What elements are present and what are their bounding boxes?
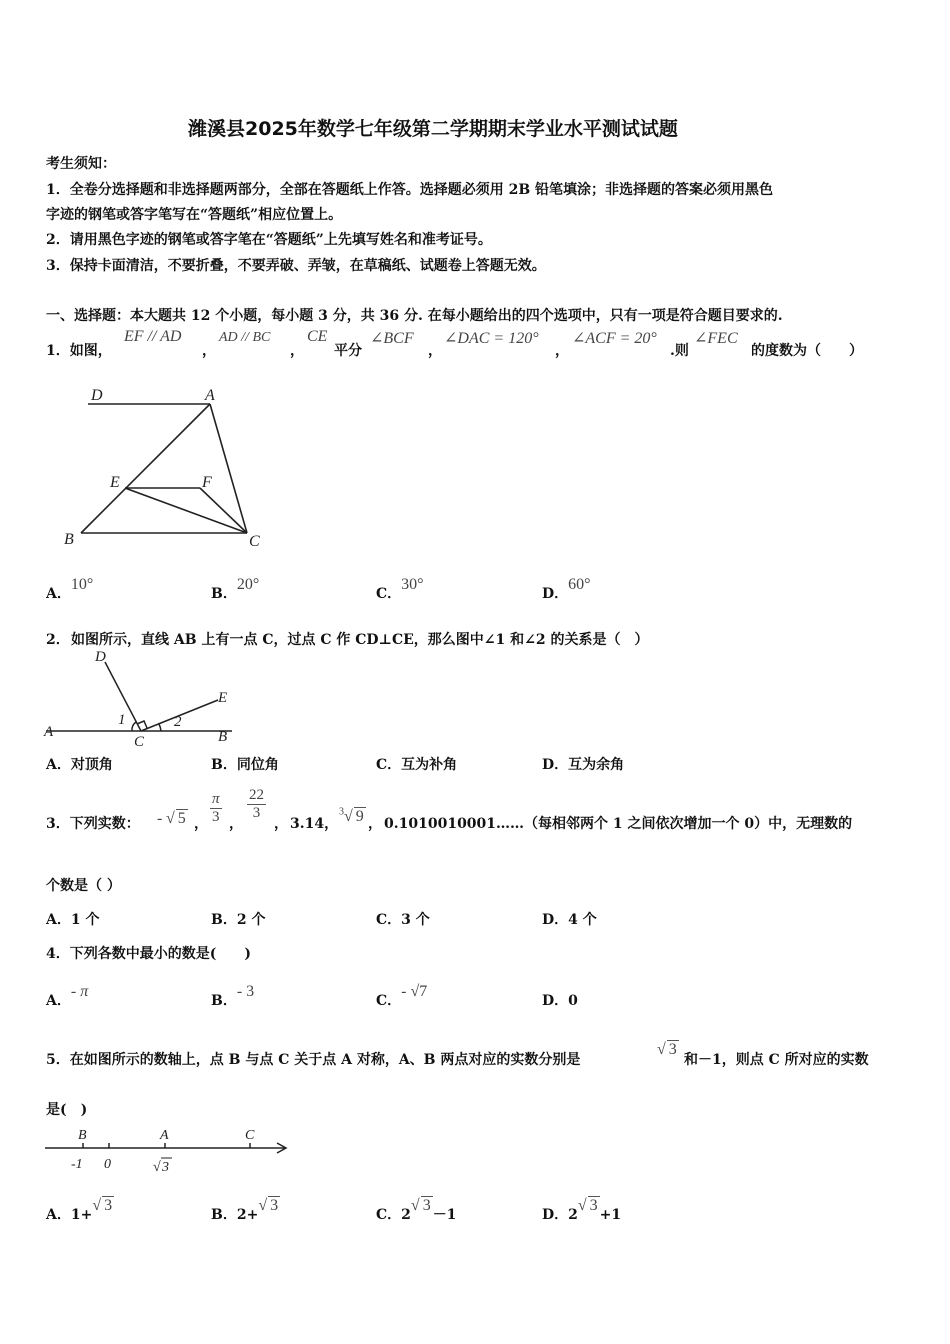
q4-option-a[interactable]: A．- π bbox=[46, 983, 89, 1009]
q1-math-fec: ∠FEC bbox=[694, 330, 738, 347]
q5-option-b[interactable]: B．2+√ 3 bbox=[211, 1197, 279, 1223]
q1-label-e: E bbox=[110, 474, 120, 491]
q1-math-bcf: ∠BCF bbox=[370, 330, 414, 347]
q1-comma: ， bbox=[428, 343, 442, 359]
q5-tick-label-0: 0 bbox=[104, 1157, 111, 1172]
section-heading: 一、选择题：本大题共 12 个小题，每小题 3 分，共 36 分. 在每小题给出的四个选项中，只有一项是符合题目要求的. bbox=[46, 308, 783, 324]
q2-angle-2: 2 bbox=[174, 714, 182, 730]
q5-option-c[interactable]: C．2√ 3－1 bbox=[376, 1197, 457, 1223]
q5-option-d[interactable]: D．2√ 3+1 bbox=[542, 1197, 622, 1223]
q5-prefix: 5．在如图所示的数轴上，点 B 与点 C 关于点 A 对称，A、B 两点对应的实数分别是 bbox=[46, 1052, 581, 1068]
q1-math-acf: ∠ACF = 20° bbox=[572, 330, 657, 347]
q4-option-c[interactable]: C．- √7 bbox=[376, 983, 428, 1009]
q1-math-ce: CE bbox=[307, 328, 328, 345]
q3-comma: ， bbox=[274, 816, 288, 832]
q5-tick-label-neg1: -1 bbox=[71, 1157, 83, 1172]
q2-label-d: D bbox=[95, 649, 106, 665]
q1-line-ac bbox=[210, 404, 247, 533]
q3-prefix: 3．下列实数： bbox=[46, 816, 140, 832]
q1-option-b[interactable]: B．20° bbox=[211, 576, 260, 602]
notice-heading: 考生须知： bbox=[46, 156, 116, 172]
q2-label-a: A bbox=[44, 724, 54, 740]
q1-suffix: 的度数为（ ） bbox=[751, 343, 863, 359]
q2-option-d[interactable]: D．互为余角 bbox=[542, 757, 625, 773]
q2-figure bbox=[40, 645, 240, 750]
q4-option-d[interactable]: D．0 bbox=[542, 993, 578, 1009]
q2-angle-1: 1 bbox=[118, 712, 126, 728]
notice-item-1: 1．全卷分选择题和非选择题两部分，全部在答题纸上作答。选择题必须用 2B 铅笔填涂；非选择题的答案必须用黑色 bbox=[46, 182, 774, 198]
q1-label-c: C bbox=[249, 533, 260, 550]
q1-label-f: F bbox=[202, 474, 212, 491]
q1-then: .则 bbox=[670, 343, 689, 359]
q2-text: 如图所示，直线 AB 上有一点 C，过点 C 作 CD⊥CE，那么图中∠1 和∠2 的关系是（ ） bbox=[71, 632, 649, 648]
q1-option-a[interactable]: A．10° bbox=[46, 576, 94, 602]
q5-tick-label-sqrt3-radical: √ bbox=[153, 1160, 161, 1175]
q1-label-a: A bbox=[205, 387, 215, 404]
q3-rest: 0.1010010001……（每相邻两个 1 之间依次增加一个 0）中，无理数的 bbox=[384, 816, 853, 832]
page-title: 潍溪县2025年数学七年级第二学期期末学业水平测试试题 bbox=[188, 118, 678, 140]
q3-option-a[interactable]: A．1 个 bbox=[46, 912, 100, 928]
q5-tick-label-sqrt3: 3 bbox=[162, 1160, 169, 1175]
q3-comma: ， bbox=[194, 816, 208, 832]
q4-text: 4．下列各数中最小的数是( ) bbox=[46, 946, 251, 962]
q4-option-b[interactable]: B．- 3 bbox=[211, 983, 255, 1009]
q3-frac-22-3: $\frac{22}{3}$ bbox=[249, 787, 264, 821]
q5-suffix: 和－1，则点 C 所对应的实数 bbox=[684, 1052, 869, 1068]
q1-math-ef-ad: EF // AD bbox=[124, 328, 182, 345]
q3-frac-pi-3: $\frac{\pi}{3}$ bbox=[212, 791, 220, 825]
q1-math-dac: ∠DAC = 120° bbox=[444, 330, 539, 347]
q1-comma: ， bbox=[202, 343, 216, 359]
q3-cbrt9: $^3$√ 9 bbox=[339, 806, 364, 825]
q2-arc-1 bbox=[132, 722, 136, 731]
notice-item-2: 2．请用黑色字迹的钢笔或答字笔在“答题纸”上先填写姓名和准考证号。 bbox=[46, 232, 492, 248]
q5-label-a: A bbox=[160, 1128, 169, 1143]
q2-label-e: E bbox=[218, 690, 228, 706]
q1-label-b: B bbox=[64, 531, 74, 548]
q5-number-line bbox=[40, 1122, 295, 1182]
q1-line-ec bbox=[125, 488, 247, 533]
q2-number: 2． bbox=[46, 632, 70, 648]
q5-sqrt3: √ 3 bbox=[657, 1041, 677, 1058]
q5-label-c: C bbox=[245, 1128, 255, 1143]
q2-arc-2 bbox=[159, 724, 161, 731]
q3-comma: ， bbox=[368, 816, 382, 832]
q2-option-b[interactable]: B．同位角 bbox=[211, 757, 279, 773]
q2-label-b: B bbox=[218, 729, 228, 745]
q2-option-c[interactable]: C．互为补角 bbox=[376, 757, 458, 773]
q1-label-d: D bbox=[91, 387, 103, 404]
q5-option-a[interactable]: A．1+√ 3 bbox=[46, 1197, 113, 1223]
notice-item-1-cont: 字迹的钢笔或答字笔写在“答题纸”相应位置上。 bbox=[46, 207, 343, 223]
q2-label-c: C bbox=[134, 734, 145, 750]
notice-item-3: 3．保持卡面清洁，不要折叠，不要弄破、弄皱，在草稿纸、试题卷上答题无效。 bbox=[46, 258, 546, 274]
q2-option-a[interactable]: A．对顶角 bbox=[46, 757, 113, 773]
q5-label-b: B bbox=[78, 1128, 87, 1143]
q5-line2: 是( ) bbox=[46, 1102, 88, 1118]
q3-line2: 个数是（ ） bbox=[46, 878, 121, 894]
q3-sqrt5: √ 5 bbox=[166, 810, 186, 827]
q3-minus: - bbox=[157, 810, 163, 827]
q3-option-b[interactable]: B．2 个 bbox=[211, 912, 266, 928]
q1-comma: ， bbox=[555, 343, 569, 359]
q1-line-ab bbox=[81, 404, 210, 533]
q3-value-314: 3.14， bbox=[290, 816, 339, 832]
q1-comma: ， bbox=[290, 343, 304, 359]
q1-option-c[interactable]: C．30° bbox=[376, 576, 424, 602]
q3-comma: ， bbox=[229, 816, 243, 832]
q1-figure bbox=[55, 380, 285, 555]
q1-bisect: 平分 bbox=[334, 343, 362, 359]
q3-option-c[interactable]: C．3 个 bbox=[376, 912, 430, 928]
q3-option-d[interactable]: D．4 个 bbox=[542, 912, 597, 928]
q1-option-d[interactable]: D．60° bbox=[542, 576, 591, 602]
q1-math-ad-bc: AD // BC bbox=[219, 330, 271, 345]
q1-prefix: 1．如图， bbox=[46, 343, 112, 359]
